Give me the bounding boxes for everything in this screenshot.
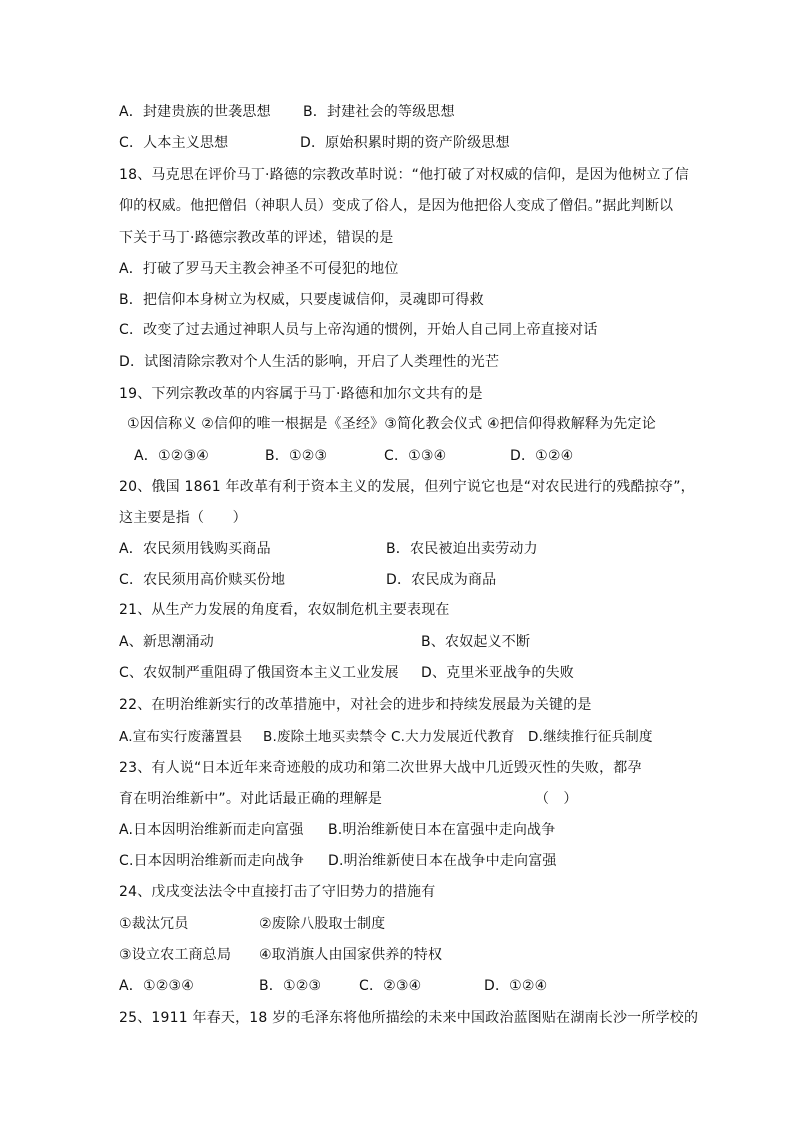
q19-option-d: D．①②④ xyxy=(510,448,574,464)
q22-stem: 22、在明治维新实行的改革措施中，对社会的进步和持续发展最为关键的是 xyxy=(119,697,592,713)
q20-option-a: A．农民须用钱购买商品 xyxy=(119,541,271,557)
q20-option-c: C．农民须用高价赎买份地 xyxy=(119,572,286,588)
q24-option-a: A．①②③④ xyxy=(119,978,194,994)
q17-options-row-1 xyxy=(119,102,455,122)
q20-options-row-1 xyxy=(119,539,538,559)
q24-item-2: ②废除八股取士制度 xyxy=(259,916,386,932)
q23-options-row-2 xyxy=(119,851,557,871)
q19-option-c: C．①③④ xyxy=(384,448,447,464)
q20-option-b: B．农民被迫出卖劳动力 xyxy=(386,541,538,557)
q24-option-b: B．①②③ xyxy=(259,978,322,994)
q21-option-b: B、农奴起义不断 xyxy=(421,634,531,650)
q18-option-c: C．改变了过去通过神职人员与上帝沟通的惯例，开始人自己同上帝直接对话 xyxy=(119,322,598,338)
q18-stem-line-1: 18、马克思在评价马丁·路德的宗教改革时说：“他打破了对权威的信仰，是因为他树立了信 xyxy=(119,167,689,183)
q24-items-row-1 xyxy=(119,914,386,934)
q23-answer-blank: （ ） xyxy=(535,791,578,807)
q25-stem-line-1: 25、1911 年春天，18 岁的毛泽东将他所描绘的未来中国政治蓝图贴在湖南长沙一所学校的 xyxy=(119,1010,699,1026)
q21-options-row-2 xyxy=(119,663,574,683)
q18-stem-line-3: 下关于马丁·路德宗教改革的评述，错误的是 xyxy=(119,230,394,246)
q24-option-c: C．②③④ xyxy=(359,978,422,994)
q18-stem-line-2: 仰的权威。他把僧侣（神职人员）变成了俗人，是因为他把俗人变成了僧侣。”据此判断以 xyxy=(119,198,674,214)
q21-option-c: C、农奴制严重阻碍了俄国资本主义工业发展 xyxy=(119,665,399,681)
q21-stem: 21、从生产力发展的角度看，农奴制危机主要表现在 xyxy=(119,602,450,618)
q24-item-1: ①裁汰冗员 xyxy=(119,916,189,932)
q19-items: ①因信称义 ②信仰的唯一根据是《圣经》③简化教会仪式 ④把信仰得救解释为先定论 xyxy=(127,416,656,432)
q18-option-a: A．打破了罗马天主教会神圣不可侵犯的地位 xyxy=(119,261,399,277)
q20-options-row-2 xyxy=(119,570,497,590)
q24-option-d: D．①②④ xyxy=(484,978,548,994)
q22-options-row xyxy=(119,727,653,747)
q17-option-a: A．封建贵族的世袭思想 xyxy=(119,104,271,120)
q17-options-row-2 xyxy=(119,133,510,153)
q22-option-b: B.废除土地买卖禁令 xyxy=(263,729,387,745)
q22-option-d: D.继续推行征兵制度 xyxy=(528,729,653,745)
q23-option-b: B.明治维新使日本在富强中走向战争 xyxy=(328,822,556,838)
q24-stem: 24、戊戌变法法令中直接打击了守旧势力的措施有 xyxy=(119,884,436,900)
q19-option-b: B．①②③ xyxy=(265,448,328,464)
q17-option-d: D．原始积累时期的资产阶级思想 xyxy=(300,135,510,151)
q24-options-row xyxy=(119,976,548,996)
q19-options-row xyxy=(134,446,574,466)
q17-option-b: B．封建社会的等级思想 xyxy=(303,104,455,120)
q23-option-c: C.日本因明治维新而走向战争 xyxy=(119,853,305,869)
q24-item-4: ④取消旗人由国家供养的特权 xyxy=(259,947,443,963)
q22-option-a: A.宣布实行废藩置县 xyxy=(119,729,243,745)
q19-option-a: A．①②③④ xyxy=(134,448,209,464)
q23-option-a: A.日本因明治维新而走向富强 xyxy=(119,822,304,838)
q22-option-c: C.大力发展近代教育 xyxy=(391,729,515,745)
q18-option-d: D．试图清除宗教对个人生活的影响，开启了人类理性的光芒 xyxy=(119,354,500,370)
q18-option-b: B．把信仰本身树立为权威，只要虔诚信仰，灵魂即可得救 xyxy=(119,292,484,308)
q21-option-a: A、新思潮涌动 xyxy=(119,634,214,650)
q23-stem-line-2 xyxy=(119,789,578,809)
q23-stem-line-1: 23、有人说“日本近年来奇迹般的成功和第二次世界大战中几近毁灭性的失败，都孕 xyxy=(119,760,642,776)
q21-options-row-1 xyxy=(119,632,531,652)
q24-item-3: ③设立农工商总局 xyxy=(119,947,232,963)
q20-option-d: D．农民成为商品 xyxy=(386,572,497,588)
q21-option-d: D、克里米亚战争的失败 xyxy=(421,665,574,681)
q17-option-c: C．人本主义思想 xyxy=(119,135,229,151)
q23-stem-text: 育在明治维新中”。对此话最正确的理解是 xyxy=(119,791,383,807)
q23-option-d: D.明治维新使日本在战争中走向富强 xyxy=(328,853,557,869)
q23-options-row-1 xyxy=(119,820,556,840)
q19-stem: 19、下列宗教改革的内容属于马丁·路德和加尔文共有的是 xyxy=(119,386,483,402)
q24-items-row-2 xyxy=(119,945,443,965)
q20-stem-line-1: 20、俄国 1861 年改革有利于资本主义的发展，但列宁说它也是“对农民进行的残酷掠夺”， xyxy=(119,479,695,495)
q20-stem-line-2: 这主要是指（ ） xyxy=(119,510,247,526)
